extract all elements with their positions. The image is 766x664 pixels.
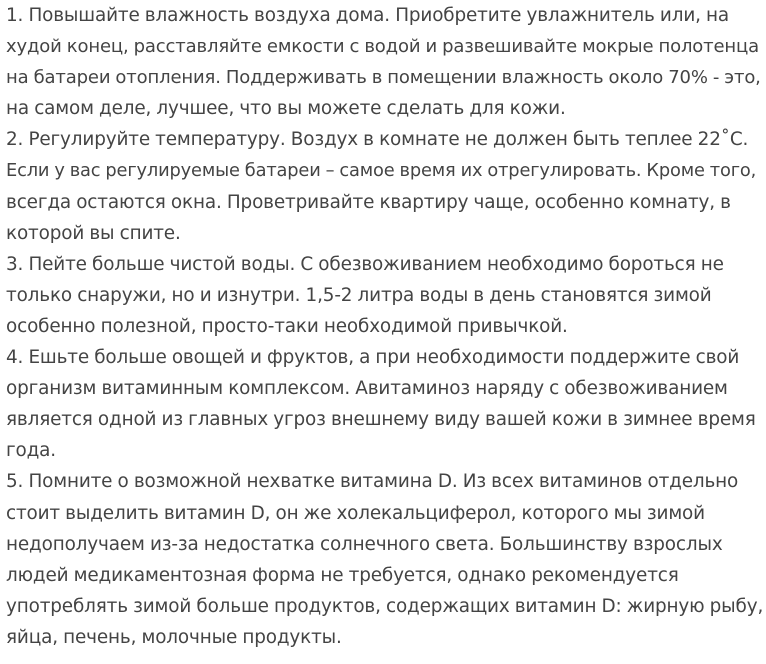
- text-line: 5. Помните о возможной нехватке витамина D. Из всех витаминов отдельно: [6, 471, 739, 493]
- text-line: 3. Пейте больше чистой воды. С обезвоживанием необходимо бороться не: [6, 253, 724, 275]
- text-line: особенно полезной, просто-таки необходимой привычкой.: [6, 315, 568, 337]
- text-line: людей медикаментозная форма не требуется, однако рекомендуется: [6, 564, 679, 586]
- text-line: недополучаем из-за недостатка солнечного света. Большинству взрослых: [6, 533, 723, 555]
- text-line: 2. Регулируйте температуру. Воздух в комнате не должен быть теплее 22˚С.: [6, 129, 749, 151]
- tip-vitamin-d: [6, 466, 764, 653]
- tip-vegetables: [6, 342, 764, 466]
- text-line: яйца, печень, молочные продукты.: [6, 626, 342, 648]
- article-text: [6, 0, 764, 653]
- text-line: всегда остаются окна. Проветривайте квартиру чаще, особенно комнату, в: [6, 191, 731, 213]
- text-line: является одной из главных угроз внешнему виду вашей кожи в зимнее время: [6, 409, 756, 431]
- text-line: на самом деле, лучшее, что вы можете сделать для кожи.: [6, 98, 566, 120]
- text-line: 4. Ешьте больше овощей и фруктов, а при необходимости поддержите свой: [6, 347, 740, 369]
- tip-humidity: [6, 0, 764, 124]
- tip-water: [6, 249, 764, 342]
- tip-temperature: [6, 124, 764, 248]
- text-line: 1. Повышайте влажность воздуха дома. Приобретите увлажнитель или, на: [6, 5, 730, 26]
- text-line: употреблять зимой больше продуктов, содержащих витамин D: жирную рыбу,: [6, 595, 764, 617]
- text-line: которой вы спите.: [6, 222, 181, 244]
- text-line: худой конец, расставляйте емкости с водой и развешивайте мокрые полотенца: [6, 36, 760, 58]
- text-line: стоит выделить витамин D, он же холекальциферол, которого мы зимой: [6, 502, 705, 524]
- text-line: на батареи отопления. Поддерживать в помещении влажность около 70% - это,: [6, 67, 761, 89]
- text-line: года.: [6, 440, 56, 462]
- text-line: только снаружи, но и изнутри. 1,5-2 литра воды в день становятся зимой: [6, 284, 712, 306]
- text-line: организм витаминным комплексом. Авитаминоз наряду с обезвоживанием: [6, 378, 728, 400]
- text-line: Если у вас регулируемые батареи – самое время их отрегулировать. Кроме того,: [6, 160, 757, 182]
